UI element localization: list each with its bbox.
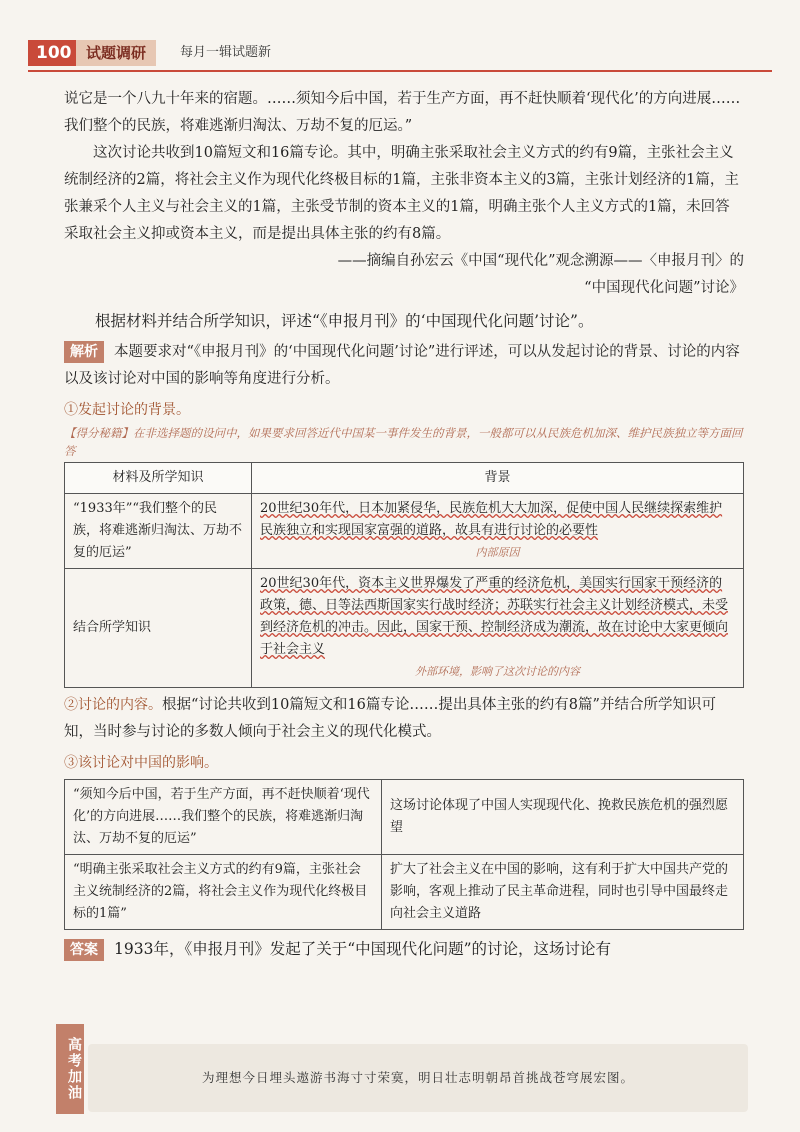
page-header (28, 40, 772, 68)
analysis-block (64, 339, 744, 393)
table-cell: “须知今后中国，若于生产方面，再不赶快顺着‘现代化’的方向进展……我们整个的民族，将难逃渐归淘汰、万劫不复的厄运” (65, 780, 382, 855)
answer-text: 1933年，《申报月刊》发起了关于“中国现代化问题”的讨论，这场讨论有 (114, 940, 612, 958)
source-line-1: ——摘编自孙宏云《中国“现代化”观念溯源——〈申报月刊〉的 (337, 253, 744, 269)
table-cell-text: 20世纪30年代，资本主义世界爆发了严重的经济危机，美国实行国家干预经济的政策，德、日等法西斯国家实行战时经济；苏联实行社会主义计划经济模式，未受到经济危机的冲击。因此，国家干预、控制经济成为潮流，故在讨论中大家更倾向于社会主义 (260, 576, 729, 657)
handwritten-note: 外部环境，影响了这次讨论的内容 (415, 665, 580, 678)
section-subtitle: 每月一辑试题新 (180, 45, 272, 60)
page-content (64, 86, 744, 963)
intro-quote: 说它是一个八九十年来的宿题。……须知今后中国，若于生产方面，再不赶快顺着‘现代化’的方向进展……我们整个的民族，将难逃渐归淘汰、万劫不复的厄运。” (64, 91, 741, 134)
table-header: 背景 (252, 463, 744, 494)
background-table (64, 462, 744, 688)
sidebar-label: 高考加油 (56, 1024, 84, 1114)
table-cell-text: 20世纪30年代，日本加紧侵华，民族危机大大加深，促使中国人民继续探索维护民族独立和实现国家富强的道路，故具有进行讨论的必要性 (260, 501, 723, 538)
answer-tag: 答案 (64, 939, 104, 961)
analysis-tag: 解析 (64, 341, 104, 363)
table-cell (252, 569, 744, 688)
scoring-note: 【得分秘籍】在非选择题的设问中，如果要求回答近代中国某一事件发生的背景，一般都可以从民族危机加深、维护民族独立等方面回答 (64, 426, 743, 458)
influence-table (64, 779, 744, 930)
part2-title: ②讨论的内容。 (64, 697, 162, 713)
footer-motto: 为理想今日埋头遨游书海寸寸荣寞，明日壮志明朝昂首挑战苍穹展宏图。 (201, 1070, 634, 1085)
footer-box (88, 1044, 748, 1112)
table-header-row (65, 463, 744, 494)
table-row (65, 780, 744, 855)
table-row (65, 855, 744, 930)
table-cell: 这场讨论体现了中国人实现现代化、挽救民族危机的强烈愿望 (382, 780, 744, 855)
table-cell: “1933年”“我们整个的民族，将难逃渐归淘汰、万劫不复的厄运” (65, 494, 252, 569)
source-line-2: “中国现代化问题”讨论》 (584, 280, 744, 296)
intro-paragraph: 这次讨论共收到10篇短文和16篇专论。其中，明确主张采取社会主义方式的约有9篇，主张社会主义统制经济的2篇，将社会主义作为现代化终极目标的1篇，主张非资本主义的3篇，主张计划经济的1篇，主张兼采个人主义与社会主义的1篇，主张受节制的资本主义的1篇，明确主张个人主义方式的1篇，未回答采取社会主义抑或资本主义，而是提出具体主张的约有8篇。 (64, 145, 739, 242)
table-header: 材料及所学知识 (65, 463, 252, 494)
table-row (65, 569, 744, 688)
section-title: 试题调研 (76, 40, 156, 66)
table-cell (252, 494, 744, 569)
answer-block (64, 936, 744, 963)
page-number: 100 (28, 40, 80, 66)
analysis-text: 本题要求对“《申报月刊》的‘中国现代化问题’讨论”进行评述，可以从发起讨论的背景、讨论的内容以及该讨论对中国的影响等角度进行分析。 (64, 344, 740, 387)
part2-block (64, 692, 744, 746)
part2-text: 根据“讨论共收到10篇短文和16篇专论……提出具体主张的约有8篇”并结合所学知识可知，当时参与讨论的多数人倾向于社会主义的现代化模式。 (64, 697, 716, 740)
question: 根据材料并结合所学知识，评述“《申报月刊》的‘中国现代化问题’讨论”。 (95, 312, 594, 330)
table-cell: 扩大了社会主义在中国的影响，这有利于扩大中国共产党的影响，客观上推动了民主革命进程，同时也引导中国最终走向社会主义道路 (382, 855, 744, 930)
header-divider (28, 70, 772, 72)
table-cell: “明确主张采取社会主义方式的约有9篇，主张社会主义统制经济的2篇，将社会主义作为现代化终极目标的1篇” (65, 855, 382, 930)
part1-title: ①发起讨论的背景。 (64, 402, 190, 418)
table-cell: 结合所学知识 (65, 569, 252, 688)
table-row (65, 494, 744, 569)
part3-title: ③该讨论对中国的影响。 (64, 755, 218, 771)
handwritten-note: 内部原因 (475, 546, 520, 559)
